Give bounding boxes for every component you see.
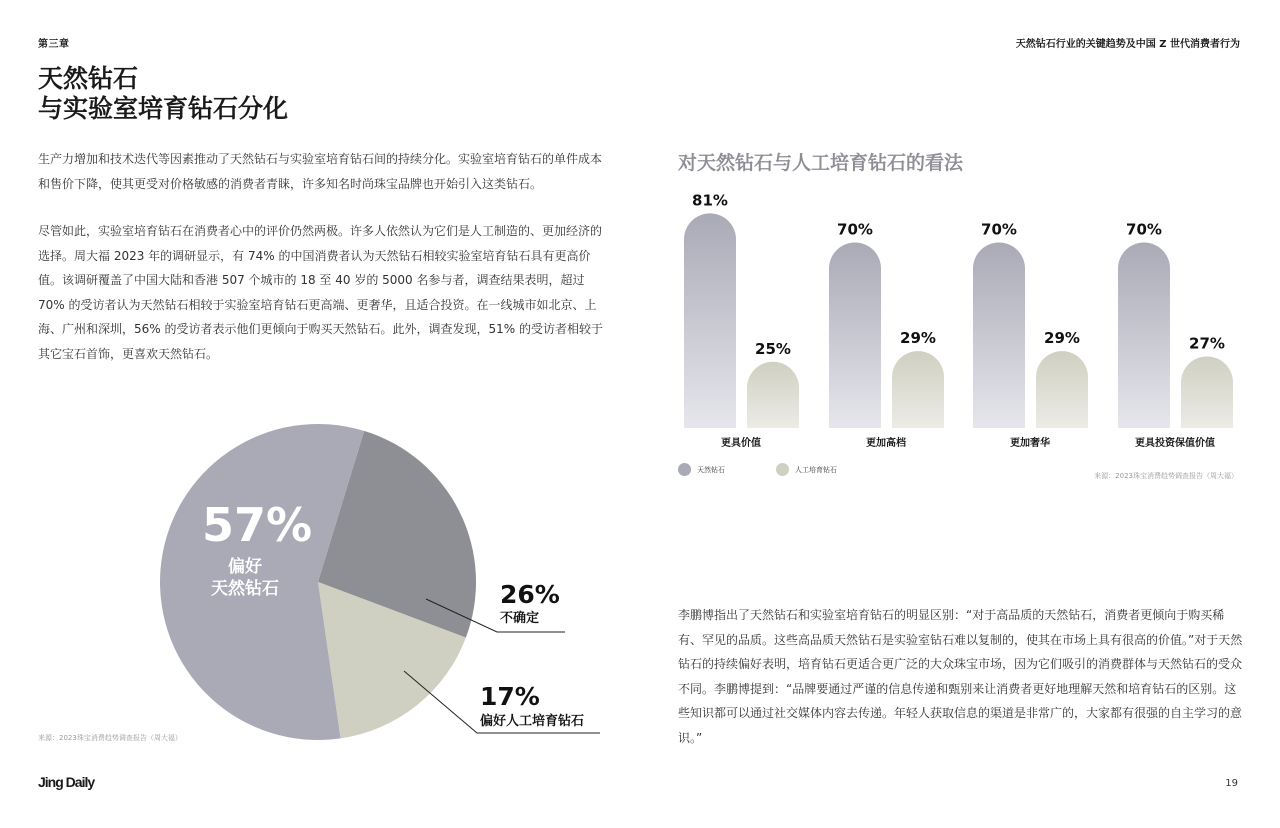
page-number: 19 <box>1225 778 1238 789</box>
bar-natural-1 <box>829 243 881 429</box>
pie-label-unsure-text: 不确定 <box>500 611 540 626</box>
legend-lab-swatch <box>776 463 789 476</box>
body-paragraph-1: 生产力增加和技术迭代等因素推动了天然钻石与实验室培育钻石间的持续分化。实验室培育钻石的单件成本和售价下降，使其更受对价格敏感的消费者青睐，许多知名时尚珠宝品牌也开始引入这类钻石。 <box>38 152 603 191</box>
bar-natural-2 <box>973 243 1025 429</box>
bar-chart <box>670 175 1250 455</box>
pie-label-lab-text: 偏好人工培育钻石 <box>480 714 585 729</box>
pie-chart <box>150 415 620 745</box>
bar-value-label-lab-3: 27% <box>1189 334 1225 353</box>
bar-category-label-2: 更加奢华 <box>1010 438 1050 449</box>
bar-chart-title: 对天然钻石与人工培育钻石的看法 <box>678 152 964 174</box>
chapter-label: 第三章 <box>38 39 70 50</box>
title-line-2: 与实验室培育钻石分化 <box>38 94 289 123</box>
bar-lab-0 <box>747 362 799 428</box>
legend-lab <box>776 463 837 476</box>
bar-natural-0 <box>684 213 736 428</box>
bar-lab-2 <box>1036 351 1088 428</box>
legend-lab-label: 人工培育钻石 <box>795 465 837 474</box>
pie-label-lab-pct: 17% <box>480 682 540 711</box>
pie-source-note: 来源：2023珠宝消费趋势调查报告（周大福） <box>38 734 182 742</box>
legend-natural <box>678 463 725 476</box>
bar-value-label-lab-2: 29% <box>1044 329 1080 348</box>
pie-label-unsure-pct: 26% <box>500 580 560 609</box>
bar-category-label-1: 更加高档 <box>866 438 906 449</box>
bar-value-label-natural-3: 70% <box>1126 220 1162 239</box>
bar-value-label-lab-0: 25% <box>755 339 791 358</box>
legend-natural-swatch <box>678 463 691 476</box>
bar-lab-3 <box>1181 356 1233 428</box>
bar-lab-1 <box>892 351 944 428</box>
bar-value-label-natural-2: 70% <box>981 220 1017 239</box>
body-paragraph-2: 尽管如此，实验室培育钻石在消费者心中的评价仍然两极。许多人依然认为它们是人工制造的、更加经济的选择。周大福 2023 年的调研显示，有 74% 的中国消费者认为天然钻石相较实验室培育钻石具有更高价值。该调研覆盖了中国大陆和香港 507 个城市的 18 至 40 岁的 5000 名参与者，调查结果表明，超过 70% 的受访者认为天然钻石相较于实验室培育钻石更高端、更奢华，且适合投资。在一线城市如北京、上海、广州和深圳，56% 的受访者表示他们更倾向于购买天然钻石。此外，调查发现，51% 的受访者相较于其它宝石首饰，更喜欢天然钻石。 <box>38 224 603 361</box>
bar-value-label-lab-1: 29% <box>900 329 936 348</box>
bar-natural-3 <box>1118 243 1170 429</box>
quote-paragraph: 李鹏博指出了天然钻石和实验室培育钻石的明显区别：“对于高品质的天然钻石，消费者更倾向于购买稀有、罕见的品质。这些高品质天然钻石是实验室钻石难以复制的，使其在市场上具有很高的价值。”对于天然钻石的持续偏好表明，培育钻石更适合更广泛的大众珠宝市场，因为它们吸引的消费群体与天然钻石的受众不同。李鹏博提到：“品牌要通过严谨的信息传递和甄别来让消费者更好地理解天然和培育钻石的区别。这些知识都可以通过社交媒体内容去传递。年轻人获取信息的渠道是非常广的，大家都有很强的自主学习的意识。” <box>678 608 1243 745</box>
bar-source-note: 来源：2023珠宝消费趋势调查报告（周大福） <box>1094 472 1238 480</box>
jing-daily-logo: Jing Daily <box>38 774 95 790</box>
page-title <box>38 64 288 124</box>
pie-label-natural-line2: 天然钻石 <box>211 579 279 599</box>
title-line-1: 天然钻石 <box>38 64 139 93</box>
bar-category-label-3: 更具投资保值价值 <box>1135 438 1215 449</box>
bar-category-label-0: 更具价值 <box>721 438 761 449</box>
legend-natural-label: 天然钻石 <box>697 465 725 474</box>
running-header: 天然钻石行业的关键趋势及中国 Z 世代消费者行为 <box>1015 39 1240 50</box>
bar-value-label-natural-1: 70% <box>837 220 873 239</box>
bar-value-label-natural-0: 81% <box>692 191 728 210</box>
pie-label-natural-pct: 57% <box>201 498 313 552</box>
pie-label-natural-line1: 偏好 <box>228 557 262 577</box>
